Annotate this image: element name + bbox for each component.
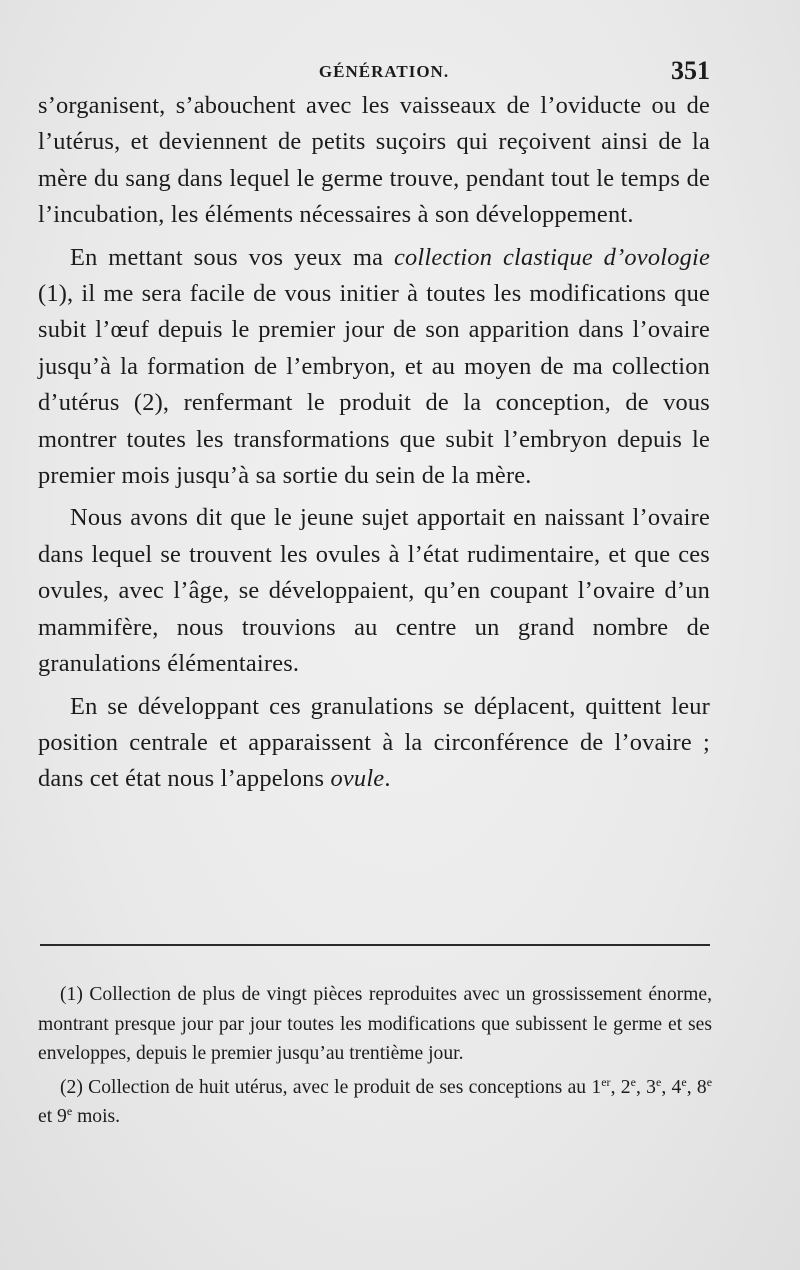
paragraph-4-end: . bbox=[384, 765, 391, 793]
footnotes bbox=[38, 980, 712, 1132]
superscript-e-2: e bbox=[630, 1074, 636, 1089]
footnote-2-part-c: , 4 bbox=[661, 1076, 682, 1098]
superscript-e-9: e bbox=[66, 1104, 73, 1118]
paragraph-4-italic-term: ovule bbox=[330, 765, 385, 793]
paragraph-2-rest: (1), il me sera facile de vous initier à toutes les modifications que subit l’œuf depuis le premier jour de son apparition dans l’ovaire jusqu’à la formation de l’embryon, et au moyen de ma collection d’utérus (2), renfermant le produit de la conception, de vous montrer toutes les transformations que subit l’embryon depuis le premier mois jusqu’à sa sortie du sein de la mère. bbox=[38, 280, 710, 490]
paragraph-2-start: En mettant sous vos yeux ma bbox=[70, 243, 395, 271]
superscript-e-4: e bbox=[681, 1074, 687, 1089]
footnote-2-part-a: , 2 bbox=[610, 1076, 631, 1098]
paragraph-3: Nous avons dit que le jeune sujet apportait en naissant l’ovaire dans lequel se trouvent les ovules à l’état rudimentaire, et que ces ovules, avec l’âge, se développaient, qu’en coupant l’ovaire d’un mammifère, nous trouvions au centre un grand nombre de granulations élémentaires. bbox=[38, 504, 710, 678]
footnote-2-end: mois. bbox=[72, 1106, 121, 1127]
footnote-2-start: (2) Collection de huit utérus, avec le produit de ses conceptions au 1 bbox=[60, 1076, 602, 1098]
page-number: 351 bbox=[671, 56, 710, 85]
footnote-2-part-d: , 8 bbox=[686, 1076, 707, 1098]
footnote-1: (1) Collection de plus de vingt pièces reproduites avec un grossissement énorme, montrant presque jour par jour toutes les modifications que subissent le germe et ses enveloppes, depuis le premier jusqu’au trentième jour. bbox=[38, 984, 712, 1064]
footnote-2-part-b: , 3 bbox=[635, 1076, 656, 1098]
paragraph-4-start: En se développant ces granulations se déplacent, quittent leur position centrale et apparaissent à la circonférence de l’ovaire ; dans cet état nous l’appelons bbox=[38, 692, 710, 793]
page-header bbox=[38, 58, 710, 86]
paragraph-1: s’organisent, s’abouchent avec les vaisseaux de l’oviducte ou de l’utérus, et deviennent de petits suçoirs qui reçoivent ainsi de la mère du sang dans lequel le germe trouve, pendant tout le temps de l’incubation, les éléments nécessaires à son développement. bbox=[38, 92, 710, 229]
superscript-e-3: e bbox=[655, 1074, 662, 1089]
paragraph-2 bbox=[38, 240, 710, 495]
superscript-e-8: e bbox=[706, 1074, 713, 1089]
main-text bbox=[38, 88, 710, 798]
paragraph-2-italic-title: collection clastique d’ovologie bbox=[394, 243, 710, 271]
paragraph-4 bbox=[38, 689, 710, 798]
footnote-2-part-e: et 9 bbox=[38, 1106, 67, 1127]
footnote-2 bbox=[38, 1073, 712, 1132]
superscript-er: er bbox=[601, 1074, 611, 1089]
running-title: GÉNÉRATION. bbox=[318, 62, 450, 81]
footnote-divider bbox=[40, 944, 710, 946]
